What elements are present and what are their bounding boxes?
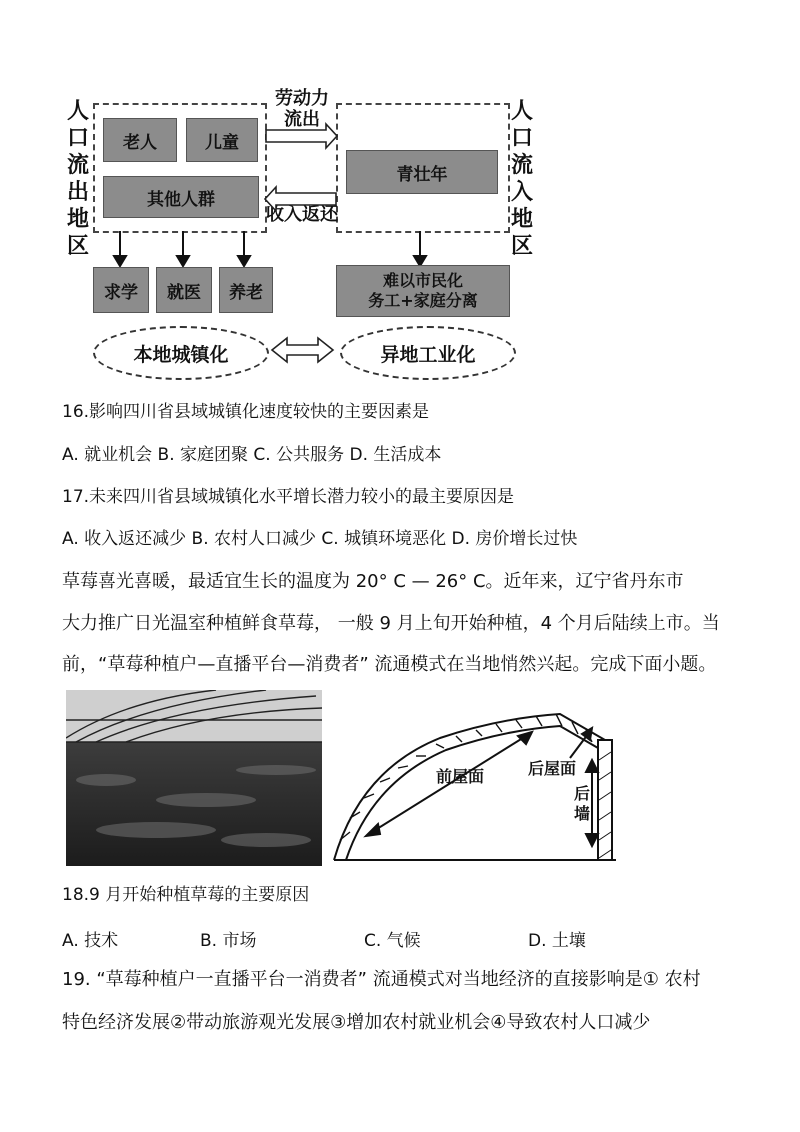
hard-citizenship-line2: 务工+家庭分离 <box>368 291 478 310</box>
other-people-box: 其他人群 <box>103 176 259 218</box>
double-arrow <box>272 338 333 362</box>
hard-citizenship-box <box>336 265 510 317</box>
passage-line-2: 大力推广日光温室种植鲜食草莓， 一般 9 月上旬开始种植，4 个月后陆续上市。当 <box>62 613 720 634</box>
right-region-label: 人口流入地区 <box>510 99 533 259</box>
back-wall-label: 后墙 <box>573 784 590 823</box>
young-adults-box: 青壮年 <box>346 150 498 194</box>
q19-line-2: 特色经济发展②带动旅游观光发展③增加农村就业机会④导致农村人口减少 <box>62 1012 651 1033</box>
left-region-label: 人口流出地区 <box>66 99 89 259</box>
labor-outflow-label: 劳动力流出 <box>275 88 329 130</box>
q17-stem: 17.未来四川省县域城镇化水平增长潜力较小的最主要原因是 <box>62 487 515 507</box>
q17-options: A. 收入返还减少 B. 农村人口减少 C. 城镇环境恶化 D. 房价增长过快 <box>62 529 578 549</box>
q18-option-c: C. 气候 <box>364 931 421 951</box>
front-roof-label: 前屋面 <box>436 767 485 786</box>
q19-line-1: 19. “草莓种植户一直播平台一消费者” 流通模式对当地经济的直接影响是① 农村 <box>62 969 701 990</box>
passage-line-3: 前，“草莓种植户—直播平台—消费者” 流通模式在当地悄然兴起。完成下面小题。 <box>62 654 717 675</box>
children-box: 儿童 <box>186 118 258 162</box>
elderly-box: 老人 <box>103 118 177 162</box>
back-roof-label: 后屋面 <box>528 759 577 778</box>
retirement-box: 养老 <box>219 267 273 313</box>
q16-options: A. 就业机会 B. 家庭团聚 C. 公共服务 D. 生活成本 <box>62 445 442 465</box>
local-urbanization-ellipse: 本地城镇化 <box>93 326 269 380</box>
back-wall-shape <box>598 740 612 860</box>
labor-outflow-arrow <box>266 124 337 148</box>
passage-line-1: 草莓喜光喜暖，最适宜生长的温度为 20° C — 26° C。近年来，辽宁省丹东市 <box>62 571 684 592</box>
q18-option-d: D. 土壤 <box>528 931 586 951</box>
q18-option-b: B. 市场 <box>200 931 257 951</box>
hard-citizenship-line1: 难以市民化 <box>382 271 463 290</box>
q18-stem: 18.9 月开始种植草莓的主要原因 <box>62 885 310 905</box>
medical-box: 就医 <box>156 267 212 313</box>
income-return-arrow <box>265 187 336 211</box>
strawberry-field-photo <box>66 690 322 866</box>
study-box: 求学 <box>93 267 149 313</box>
remote-industrialization-ellipse: 异地工业化 <box>340 326 516 380</box>
q18-option-a: A. 技术 <box>62 931 119 951</box>
q16-stem: 16.影响四川省县域城镇化速度较快的主要因素是 <box>62 402 430 422</box>
income-return-label: 收入返还 <box>266 204 338 225</box>
